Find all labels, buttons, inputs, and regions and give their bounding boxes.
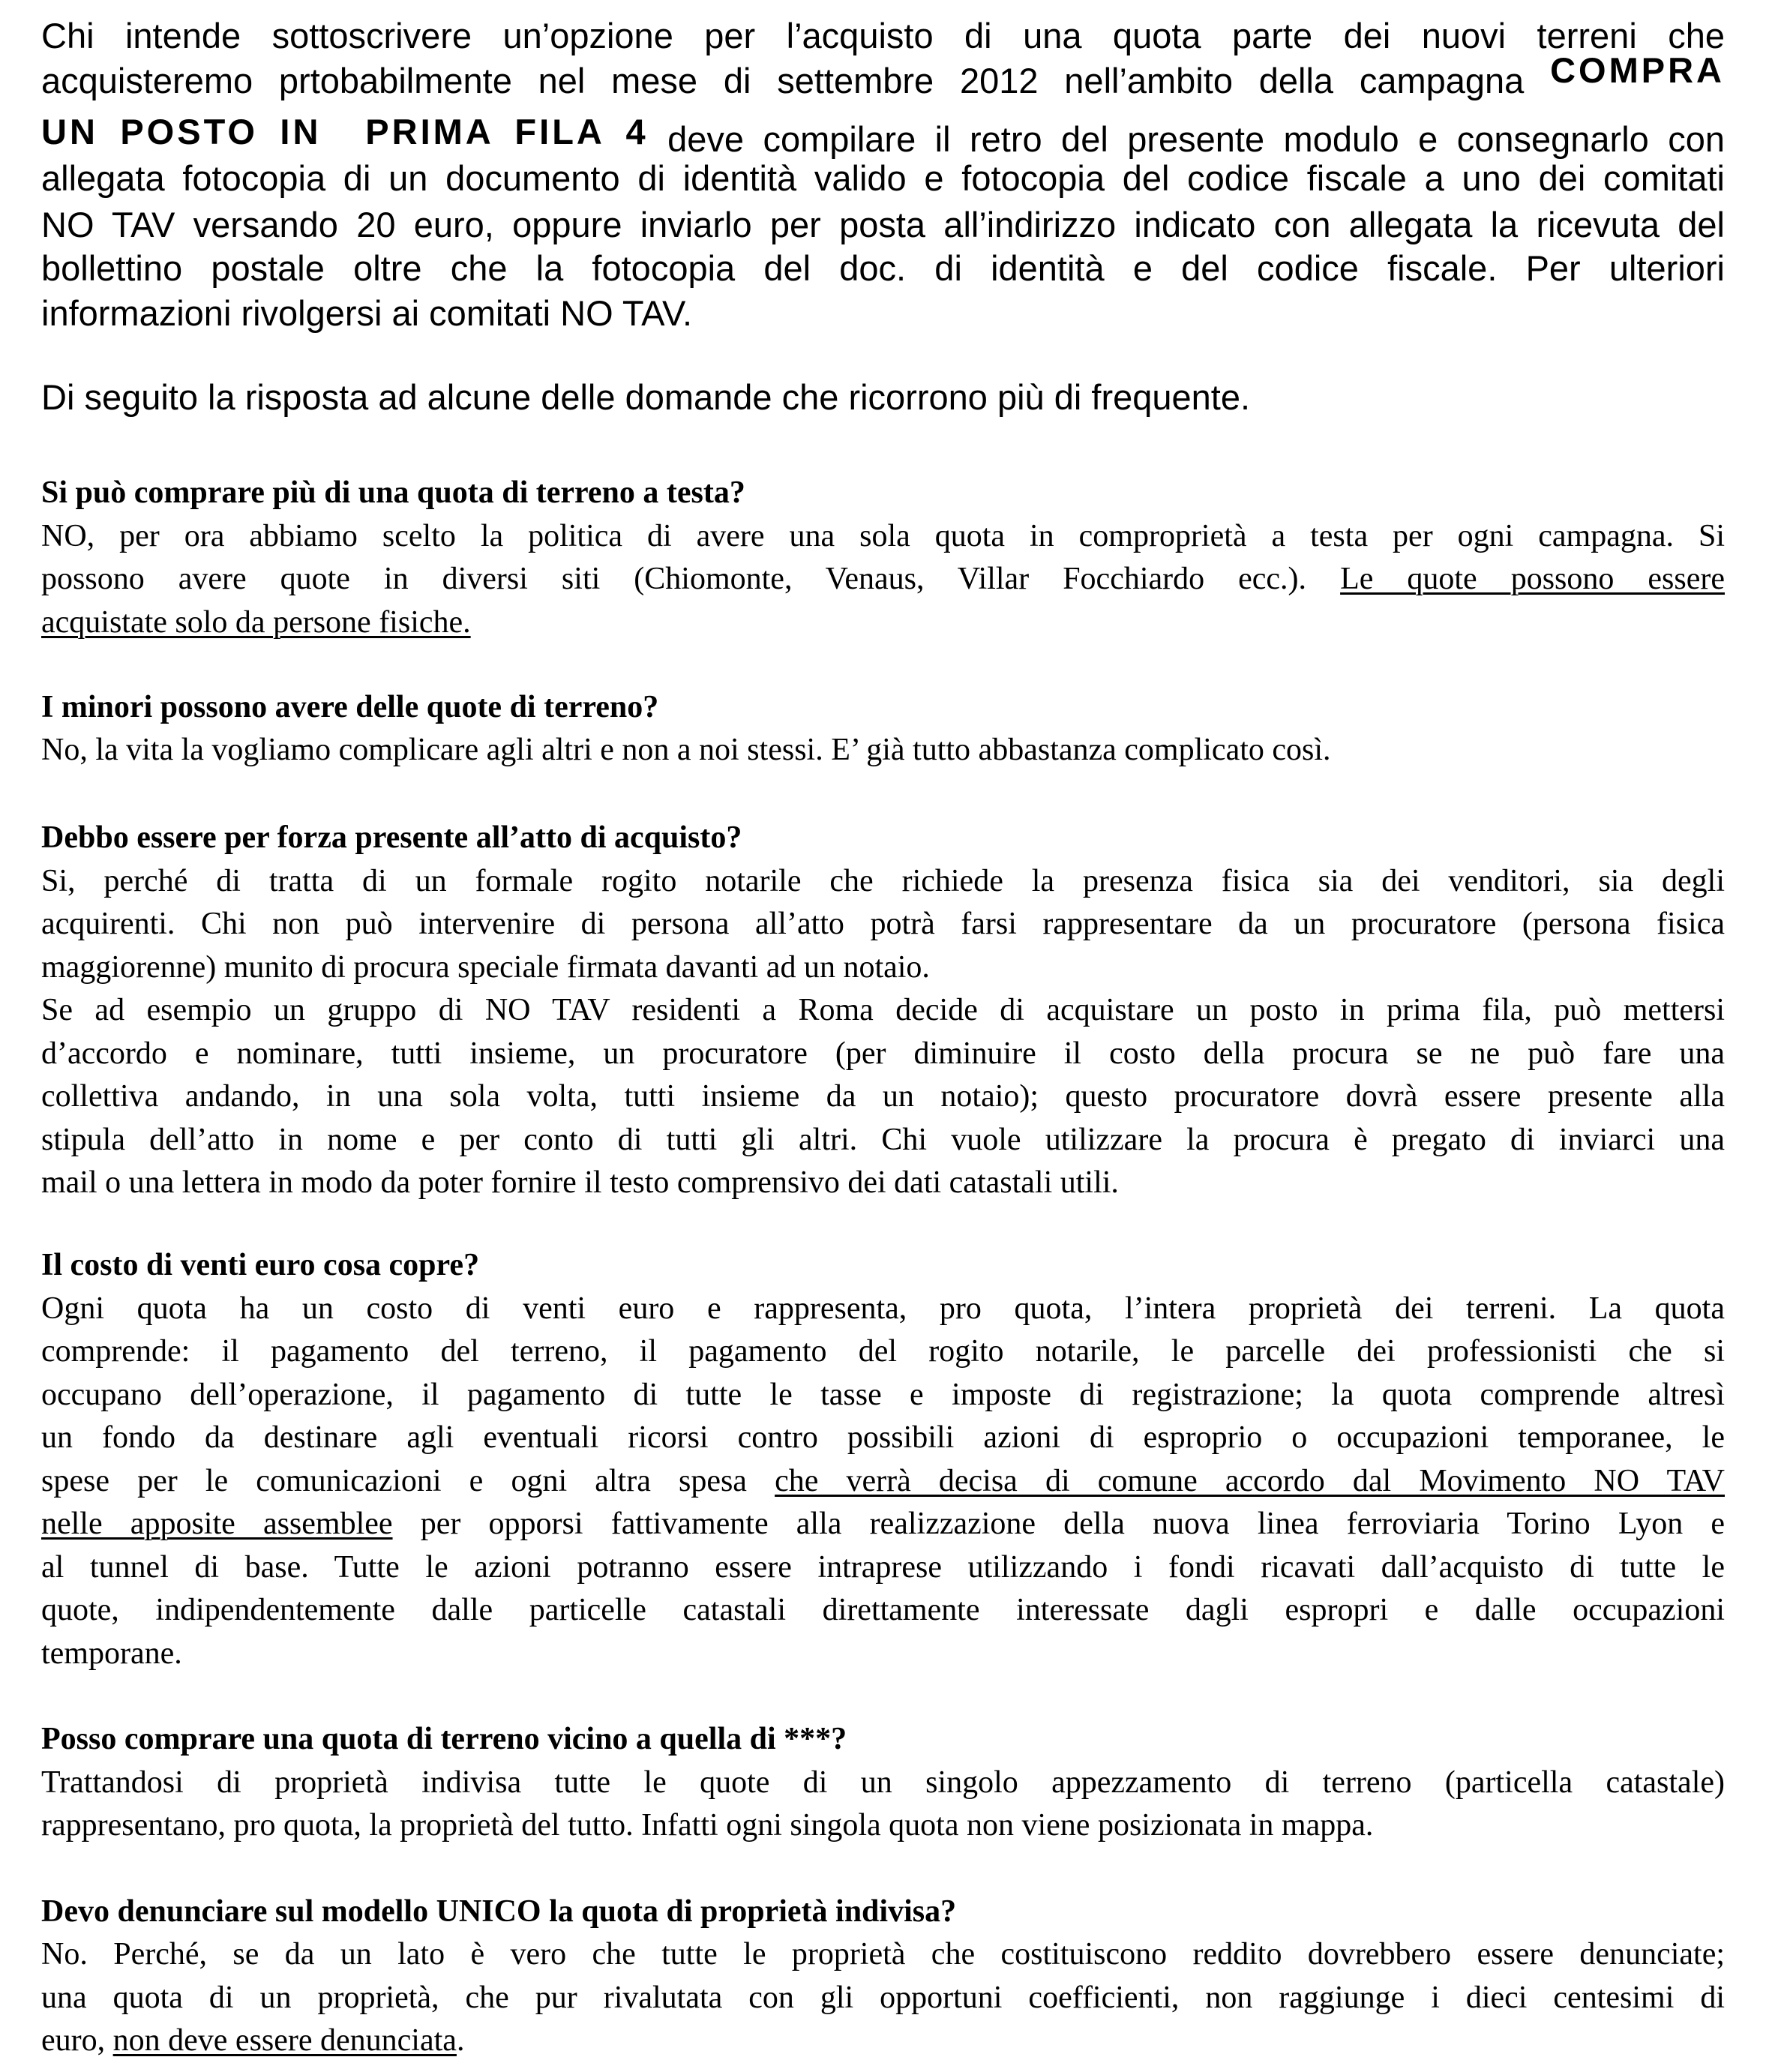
faq-answer-3-line-2: acquirenti. Chi non può intervenire di persona all’atto potrà farsi rappresentare da un procuratore (persona fisica (41, 907, 1725, 941)
faq-answer-1-line-2 (41, 557, 1725, 601)
faq-answer-6-line-3 (41, 2019, 1725, 2062)
intro-line-2 (41, 50, 1725, 105)
faq-question-4: Il costo di venti euro cosa copre? (41, 1248, 480, 1282)
final-period: . (456, 2023, 465, 2058)
faq-answer-4-line-1: Ogni quota ha un costo di venti euro e rappresenta, pro quota, l’intera proprietà dei terreni. La quota (41, 1291, 1725, 1326)
faq-question-5: Posso comprare una quota di terreno vicino a quella di ***? (41, 1722, 847, 1756)
faq-answer-5-line-1: Trattandosi di proprietà indivisa tutte le quote di un singolo appezzamento di terreno (particella catastale) (41, 1765, 1725, 1800)
faq-answer-1-line-1: NO, per ora abbiamo scelto la politica di avere una sola quota in comproprietà a testa per ogni campagna. Si (41, 519, 1725, 553)
faq-question-3: Debbo essere per forza presente all’atto di acquisto? (41, 820, 742, 855)
campaign-name-part-1: COMPRA (1550, 50, 1725, 90)
faq-answer-3-line-4: Se ad esempio un gruppo di NO TAV residenti a Roma decide di acquistare un posto in prima fila, può mettersi (41, 993, 1725, 1027)
faq-answer-3-line-1: Si, perché di tratta di un formale rogito notarile che richiede la presenza fisica sia dei venditori, sia degli (41, 864, 1725, 898)
underlined-note: nelle apposite assemblee (41, 1507, 393, 1541)
faq-answer-1-line-3: acquistate solo da persone fisiche. (41, 605, 471, 640)
faq-answer-3-line-3: maggiorenne) munito di procura speciale firmata davanti ad un notaio. (41, 950, 930, 985)
intro-line-3 (41, 108, 1725, 159)
faq-question-1: Si può comprare più di una quota di terreno a testa? (41, 475, 745, 510)
faq-question-6: Devo denunciare sul modello UNICO la quota di proprietà indivisa? (41, 1894, 957, 1929)
intro-line-7: informazioni rivolgersi ai comitati NO TAV. (41, 293, 693, 333)
faq-answer-4-line-4: un fondo da destinare agli eventuali ricorsi contro possibili azioni di esproprio o occupazioni temporanee, le (41, 1420, 1725, 1455)
intro-line-1: Chi intende sottoscrivere un’opzione per l’acquisto di una quota parte dei nuovi terreni che (41, 16, 1725, 55)
faq-lead: Di seguito la risposta ad alcune delle domande che ricorrono più di frequente. (41, 377, 1251, 417)
faq-answer-3-line-5: d’accordo e nominare, tutti insieme, un procuratore (per diminuire il costo della procura se ne può fare una (41, 1036, 1725, 1071)
underlined-note: che verrà decisa di comune accordo dal Movimento NO TAV (775, 1464, 1726, 1498)
underlined-note: Le quote possono essere (1340, 562, 1725, 596)
faq-answer-4-line-8: quote, indipendentemente dalle particelle catastali direttamente interessate dagli espropri e dalle occupazioni (41, 1593, 1725, 1627)
faq-answer-6-line-1: No. Perché, se da un lato è vero che tutte le proprietà che costituiscono reddito dovrebbero essere denunciate; (41, 1937, 1725, 1972)
faq-answer-4-line-5 (41, 1459, 1725, 1503)
faq-answer-4-text: spese per le comunicazioni e ogni altra spesa (41, 1464, 747, 1498)
faq-answer-3-line-7: stipula dell’atto in nome e per conto di tutti gli altri. Chi vuole utilizzare la procura è pregato di inviarci una (41, 1123, 1725, 1157)
faq-answer-4-line-2: comprende: il pagamento del terreno, il pagamento del rogito notarile, le parcelle dei professionisti che si (41, 1334, 1725, 1369)
intro-line-5: NO TAV versando 20 euro, oppure inviarlo per posta all’indirizzo indicato con allegata la ricevuta del (41, 205, 1725, 244)
intro-line-4: allegata fotocopia di un documento di identità valido e fotocopia del codice fiscale a uno dei comitati (41, 158, 1725, 198)
faq-question-2: I minori possono avere delle quote di terreno? (41, 690, 659, 724)
underlined-note: non deve essere denunciata (112, 2023, 457, 2058)
faq-answer-4-line-6 (41, 1502, 1725, 1546)
faq-answer-1-text: possono avere quote in diversi siti (Chiomonte, Venaus, Villar Focchiardo ecc.). (41, 562, 1307, 596)
faq-answer-4-text: per opporsi fattivamente alla realizzazione della nuova linea ferroviaria Torino Lyon e (420, 1507, 1726, 1541)
faq-answer-3-line-8: mail o una lettera in modo da poter fornire il testo comprensivo dei dati catastali utili. (41, 1165, 1119, 1200)
faq-answer-4-line-7: al tunnel di base. Tutte le azioni potranno essere intraprese utilizzando i fondi ricavati dall’acquisto di tutte le (41, 1550, 1725, 1585)
intro-line-2-text: acquisteremo prtobabilmente nel mese di settembre 2012 nell’ambito della campagna (41, 61, 1525, 100)
faq-answer-5-line-2: rappresentano, pro quota, la proprietà del tutto. Infatti ogni singola quota non viene posizionata in mappa. (41, 1808, 1374, 1843)
faq-answer-4-line-9: temporane. (41, 1636, 182, 1671)
faq-answer-3-line-6: collettiva andando, in una sola volta, tutti insieme da un notaio); questo procuratore dovrà essere presente alla (41, 1079, 1725, 1114)
faq-answer-4-line-3: occupano dell’operazione, il pagamento di tutte le tasse e imposte di registrazione; la quota comprende altresì (41, 1378, 1725, 1412)
faq-answer-2-line-1: No, la vita la vogliamo complicare agli altri e non a noi stessi. E’ già tutto abbastanza complicato così. (41, 733, 1331, 767)
faq-answer-6-line-2: una quota di un proprietà, che pur rivalutata con gli opportuni coefficienti, non raggiunge i dieci centesimi di (41, 1981, 1725, 2015)
faq-answer-6-text: euro, (41, 2023, 106, 2058)
intro-line-6: bollettino postale oltre che la fotocopia del doc. di identità e del codice fiscale. Per ulteriori (41, 248, 1725, 288)
intro-line-3-text: deve compilare il retro del presente modulo e consegnarlo con (667, 119, 1725, 159)
campaign-name-part-2: UN POSTO IN PRIMA FILA 4 (41, 112, 649, 151)
